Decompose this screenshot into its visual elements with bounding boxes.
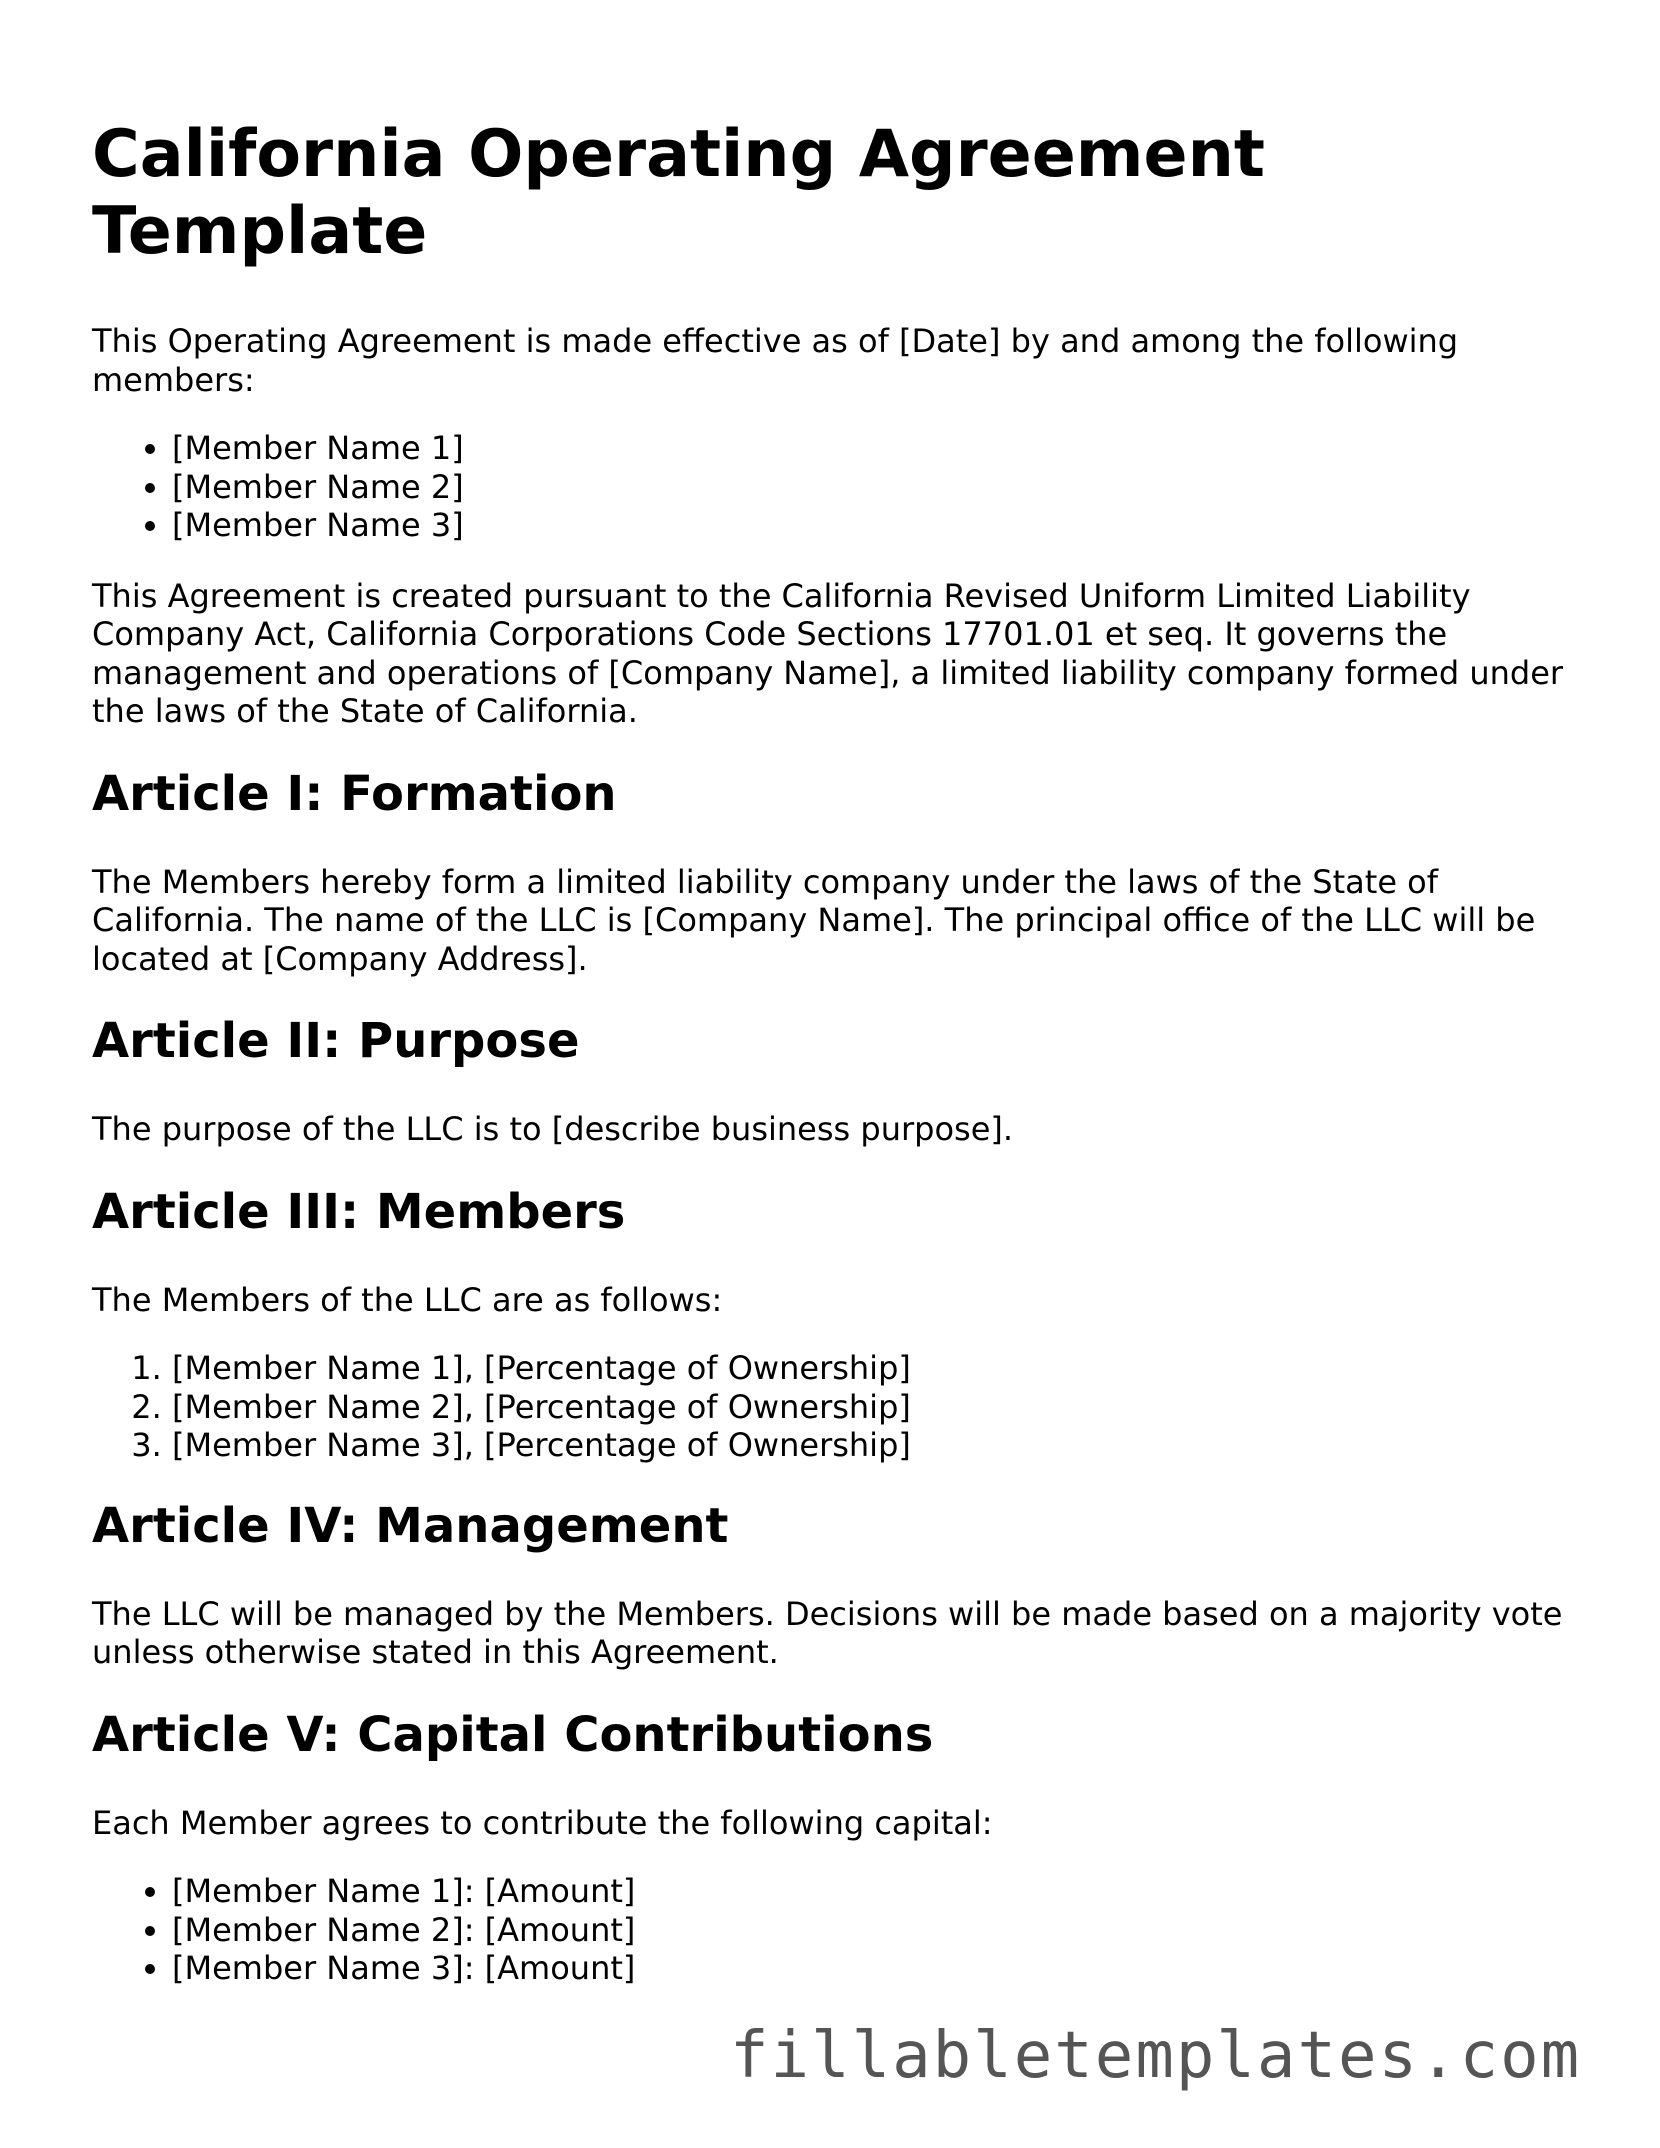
members-ownership-list (92, 1349, 1592, 1465)
list-item: 1. [Member Name 1], [Percentage of Ownership] (172, 1349, 1592, 1388)
intro-paragraph: This Operating Agreement is made effective as of [Date] by and among the following members: (92, 322, 1459, 399)
article-members-text: The Members of the LLC are as follows: (92, 1280, 723, 1319)
list-item: • [Member Name 3] (172, 506, 1592, 545)
article-capital-text: Each Member agrees to contribute the following capital: (92, 1803, 993, 1842)
pursuant-paragraph: This Agreement is created pursuant to the California Revised Uniform Limited Liability Company Act, California Corporations Code Sections 17701.01 et seq. It governs the management and operations of [Company Name], a limited liability company formed under the laws of the State of California. (92, 576, 1564, 730)
article-purpose-text: The purpose of the LLC is to [describe business purpose]. (92, 1110, 1014, 1148)
list-item: 2. [Member Name 2], [Percentage of Ownership] (172, 1388, 1592, 1427)
document-page (92, 116, 1592, 2018)
article-management-heading: Article IV: Management (92, 1497, 729, 1554)
watermark: fillabletemplates.com (730, 2019, 1582, 2093)
list-item: • [Member Name 1]: [Amount] (172, 1872, 1592, 1911)
list-item: • [Member Name 1] (172, 429, 1592, 468)
article-members-heading: Article III: Members (92, 1183, 626, 1240)
intro-member-list (92, 429, 1592, 545)
list-item: • [Member Name 2] (172, 468, 1592, 507)
article-purpose-heading: Article II: Purpose (92, 1013, 580, 1069)
article-formation-heading: Article I: Formation (92, 765, 617, 822)
list-item: • [Member Name 2]: [Amount] (172, 1911, 1592, 1950)
article-management-text: The LLC will be managed by the Members. Decisions will be made based on a majority vote unless otherwise stated in this Agreement. (92, 1594, 1563, 1671)
list-item: • [Member Name 3]: [Amount] (172, 1949, 1592, 1988)
document-title: California Operating Agreement Template (92, 117, 1265, 269)
list-item: 3. [Member Name 3], [Percentage of Ownership] (172, 1426, 1592, 1465)
article-capital-heading: Article V: Capital Contributions (92, 1706, 934, 1763)
capital-contribution-list (92, 1872, 1592, 1988)
article-formation-text: The Members hereby form a limited liability company under the laws of the State of California. The name of the LLC is [Company Name]. The principal office of the LLC will be located at [Company Address]. (92, 862, 1536, 978)
